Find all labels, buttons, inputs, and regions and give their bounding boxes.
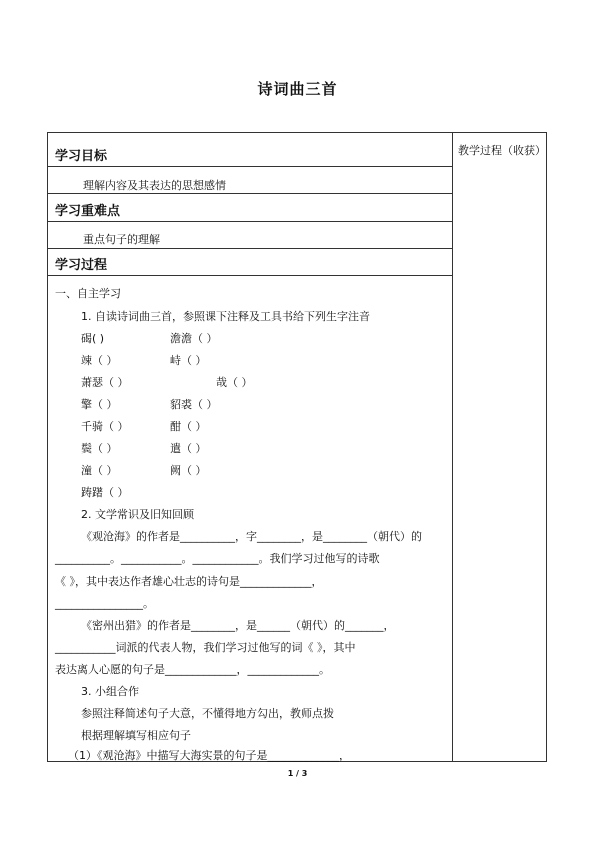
char-item: 鬓（ ） [81,442,118,455]
char-item: 澹澹（ ） [170,332,218,345]
item-3-heading: 3. 小组合作 [81,685,139,698]
char-item: 踌躇（ ） [81,486,129,499]
page-number: 1 / 3 [287,769,308,778]
char-item: 遣（ ） [170,442,207,455]
section-self-study: 一、自主学习 [55,287,121,300]
row-divider [48,275,452,276]
char-item: 千骑（ ） [81,420,129,433]
literature-line: ___________词派的代表人物，我们学习过他写的词《 》，其中 [55,641,356,654]
char-item: 哉（ ） [216,376,253,389]
item-2-heading: 2. 文学常识及旧知回顾 [81,508,194,521]
row-divider [48,193,452,194]
char-item: 酣（ ） [170,420,207,433]
char-item: 貂裘（ ） [170,398,218,411]
row-divider [48,166,452,167]
row-divider [48,248,452,249]
literature-line: 表达离人心愿的句子是_____________，_____________。 [55,663,330,676]
key-points-title: 学习重难点 [55,204,121,219]
column-divider [452,133,453,761]
key-points-text: 重点句子的理解 [83,233,160,246]
item-1-instruction: 1. 自读诗词曲三首，参照课下注释及工具书给下列生字注音 [81,310,370,323]
worksheet-table [47,132,547,762]
page-title: 诗词曲三首 [257,80,338,98]
char-item: 峙（ ） [170,354,207,367]
char-item: 擎（ ） [81,398,118,411]
char-item: 竦（ ） [81,354,118,367]
group-work-line: （1）《观沧海》中描写大海实景的句子是_____________， [68,749,350,762]
literature-line: ________________。 [55,597,154,610]
char-item: 萧瑟（ ） [81,376,129,389]
char-item: 碣( ) [81,332,105,345]
char-item: 阙（ ） [170,464,207,477]
group-work-line: 根据理解填写相应句子 [81,729,191,742]
literature-line: 《 》，其中表达作者雄心壮志的诗句是_____________， [55,575,323,588]
row-divider [48,221,452,222]
literature-line: 《密州出猎》的作者是________，是______（朝代）的_______， [81,619,395,632]
literature-line: 《观沧海》的作者是__________，字________，是________（朝代）的 [81,530,422,543]
literature-line: __________。___________。____________。我们学习过他写的诗歌 [55,552,380,565]
char-item: 潼（ ） [81,464,118,477]
group-work-line: 参照注释简述句子大意，不懂得地方勾出，教师点拨 [81,707,334,720]
goal-title: 学习目标 [55,149,108,164]
teaching-process-header: 教学过程（收获） [458,144,546,157]
process-title: 学习过程 [55,258,108,273]
goal-text: 理解内容及其表达的思想感情 [83,179,226,192]
